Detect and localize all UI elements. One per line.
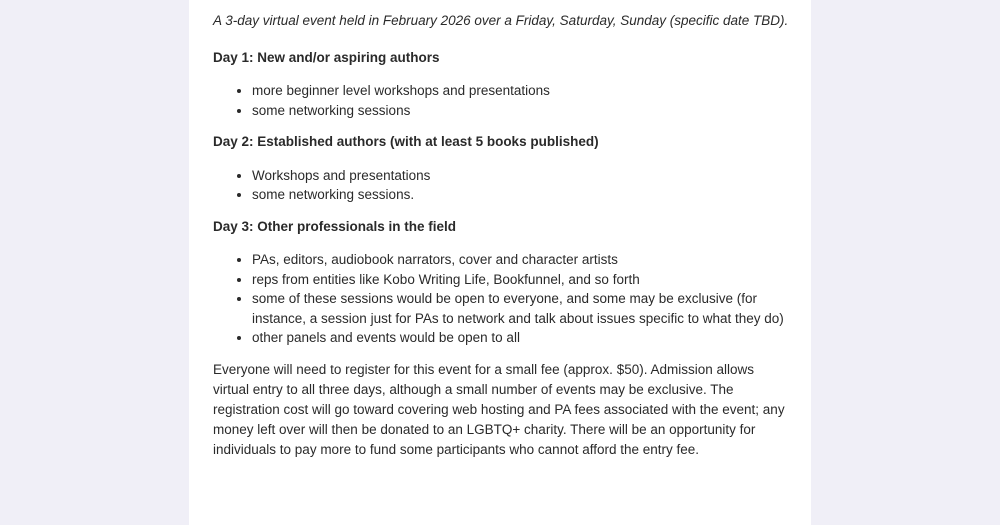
day-1-heading: Day 1: New and/or aspiring authors — [213, 49, 440, 65]
intro-text: A 3-day virtual event held in February 2026 over a Friday, Saturday, Sunday (specific date TBD). — [213, 13, 789, 28]
day-3-list — [213, 250, 793, 348]
document-page — [189, 0, 811, 525]
day-1-list — [213, 81, 793, 120]
document-content — [213, 11, 793, 460]
list-item: some networking sessions — [252, 101, 793, 121]
day-2-heading: Day 2: Established authors (with at least 5 books published) — [213, 134, 599, 149]
list-item: some of these sessions would be open to everyone, and some may be exclusive (for instance, a session just for PAs to network and talk about issues specific to what they do) — [252, 289, 793, 328]
list-item: other panels and events would be open to all — [252, 328, 793, 348]
list-item: reps from entities like Kobo Writing Life, Bookfunnel, and so forth — [252, 270, 793, 290]
list-item: Workshops and presentations — [252, 166, 793, 186]
day-3-heading: Day 3: Other professionals in the field — [213, 218, 457, 234]
list-item: PAs, editors, audiobook narrators, cover and character artists — [252, 250, 793, 270]
list-item: more beginner level workshops and presentations — [252, 81, 793, 101]
day-2-list — [213, 166, 793, 205]
list-item: some networking sessions. — [252, 185, 793, 205]
summary-paragraph: Everyone will need to register for this event for a small fee (approx. $50). Admission allows virtual entry to all three days, although a small number of events may be exclusive. The registration cost will go toward covering web hosting and PA fees associated with the event; any money left over will then be donated to an LGBTQ+ charity. There will be an opportunity for individuals to pay more to fund some participants who cannot afford the entry fee. — [213, 361, 785, 457]
